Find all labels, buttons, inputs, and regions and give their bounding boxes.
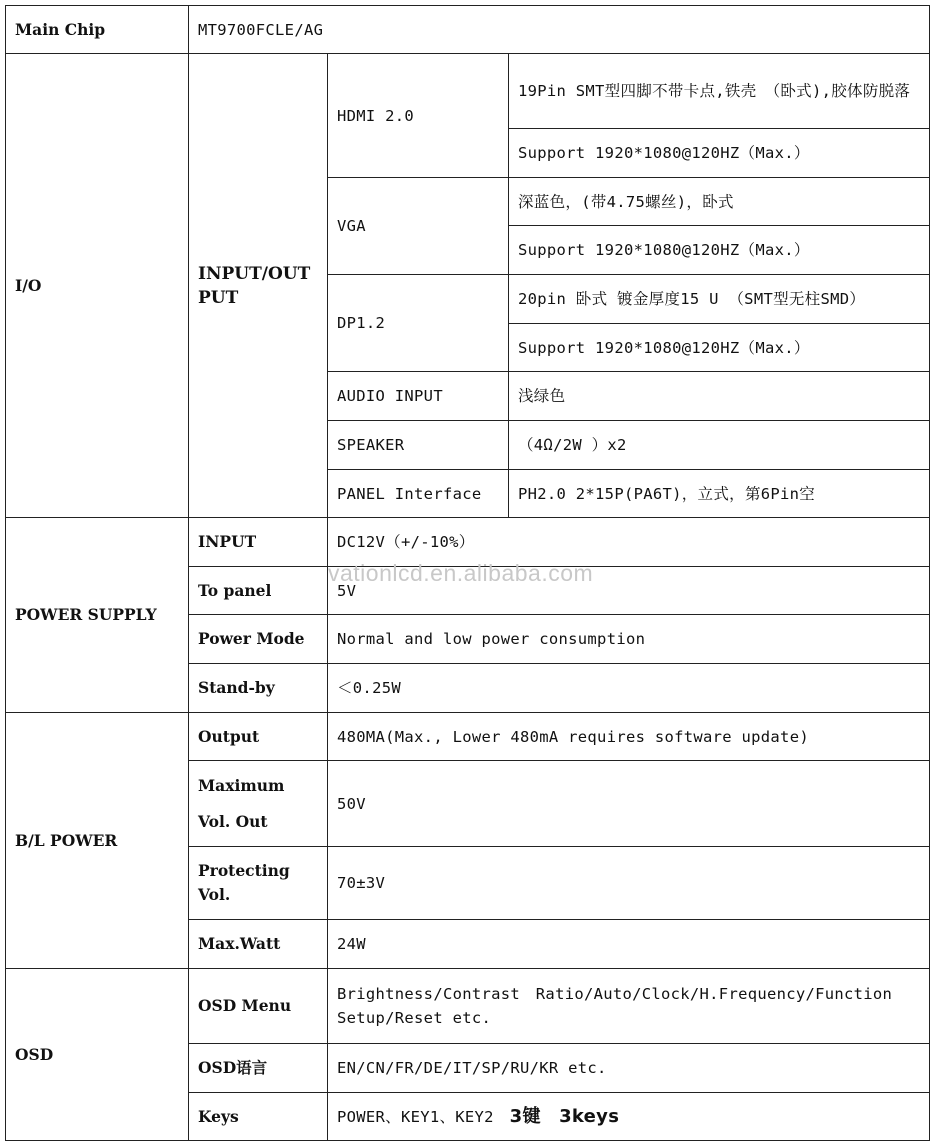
bl-power-label: B/L POWER <box>6 713 189 969</box>
watermark: vationlcd.en.alibaba.com <box>328 560 594 586</box>
io-label: I/O <box>6 54 189 518</box>
dp-spec: 20pin 卧式 镀金厚度15 U （SMT型无柱SMD） <box>509 275 930 324</box>
main-chip-label: Main Chip <box>6 6 189 54</box>
main-chip-row <box>6 6 930 54</box>
protecting-vol-value: 70±3V <box>328 847 930 920</box>
vga-spec: 深蓝色，(带4.75螺丝)，卧式 <box>509 178 930 226</box>
speaker-value: （4Ω/2W ）x2 <box>509 421 930 470</box>
power-supply-label: POWER SUPPLY <box>6 518 189 713</box>
to-panel-value: 5V <box>328 567 930 615</box>
hdmi-label: HDMI 2.0 <box>328 54 509 178</box>
max-vol-out-value: 50V <box>328 761 930 847</box>
power-input-label: INPUT <box>189 518 328 567</box>
keys-label: Keys <box>189 1093 328 1141</box>
osd-menu-value: Brightness/Contrast Ratio/Auto/Clock/H.Frequency/Function Setup/Reset etc. <box>328 969 930 1044</box>
power-input-value: DC12V（+/-10%） <box>328 518 930 567</box>
keys-extra: 3键 3keys <box>509 1105 620 1127</box>
max-watt-value: 24W <box>328 920 930 969</box>
hdmi-spec: 19Pin SMT型四脚不带卡点,铁壳 （卧式),胶体防脱落 <box>509 54 930 129</box>
panel-interface-value: PH2.0 2*15P(PA6T)，立式，第6Pin空 <box>509 470 930 518</box>
keys-value: POWER、KEY1、KEY2 <box>337 1107 494 1126</box>
osd-menu-label: OSD Menu <box>189 969 328 1044</box>
protecting-vol-label: Protecting Vol. <box>189 847 328 920</box>
power-mode-value: Normal and low power consumption <box>328 615 930 664</box>
dp-support: Support 1920*1080@120HZ（Max.） <box>509 324 930 372</box>
audio-input-value: 浅绿色 <box>509 372 930 421</box>
osd-language-value: EN/CN/FR/DE/IT/SP/RU/KR etc. <box>328 1044 930 1093</box>
hdmi-support: Support 1920*1080@120HZ（Max.） <box>509 129 930 178</box>
osd-language-label: OSD语言 <box>189 1044 328 1093</box>
audio-input-label: AUDIO INPUT <box>328 372 509 421</box>
main-chip-value: MT9700FCLE/AG <box>189 6 930 54</box>
max-watt-label: Max.Watt <box>189 920 328 969</box>
osd-label: OSD <box>6 969 189 1141</box>
standby-value: ＜0.25W <box>328 664 930 713</box>
io-group-label: INPUT/OUTPUT <box>189 54 328 518</box>
max-vol-out-label: Maximum Vol. Out <box>189 761 328 847</box>
bl-output-label: Output <box>189 713 328 761</box>
to-panel-label: To panel <box>189 567 328 615</box>
keys-value-cell <box>328 1093 930 1141</box>
power-mode-label: Power Mode <box>189 615 328 664</box>
spec-table <box>5 5 930 1141</box>
panel-interface-label: PANEL Interface <box>328 470 509 518</box>
standby-label: Stand-by <box>189 664 328 713</box>
vga-support: Support 1920*1080@120HZ（Max.） <box>509 226 930 275</box>
vga-label: VGA <box>328 178 509 275</box>
speaker-label: SPEAKER <box>328 421 509 470</box>
bl-output-value: 480MA(Max., Lower 480mA requires software update) <box>328 713 930 761</box>
dp-label: DP1.2 <box>328 275 509 372</box>
